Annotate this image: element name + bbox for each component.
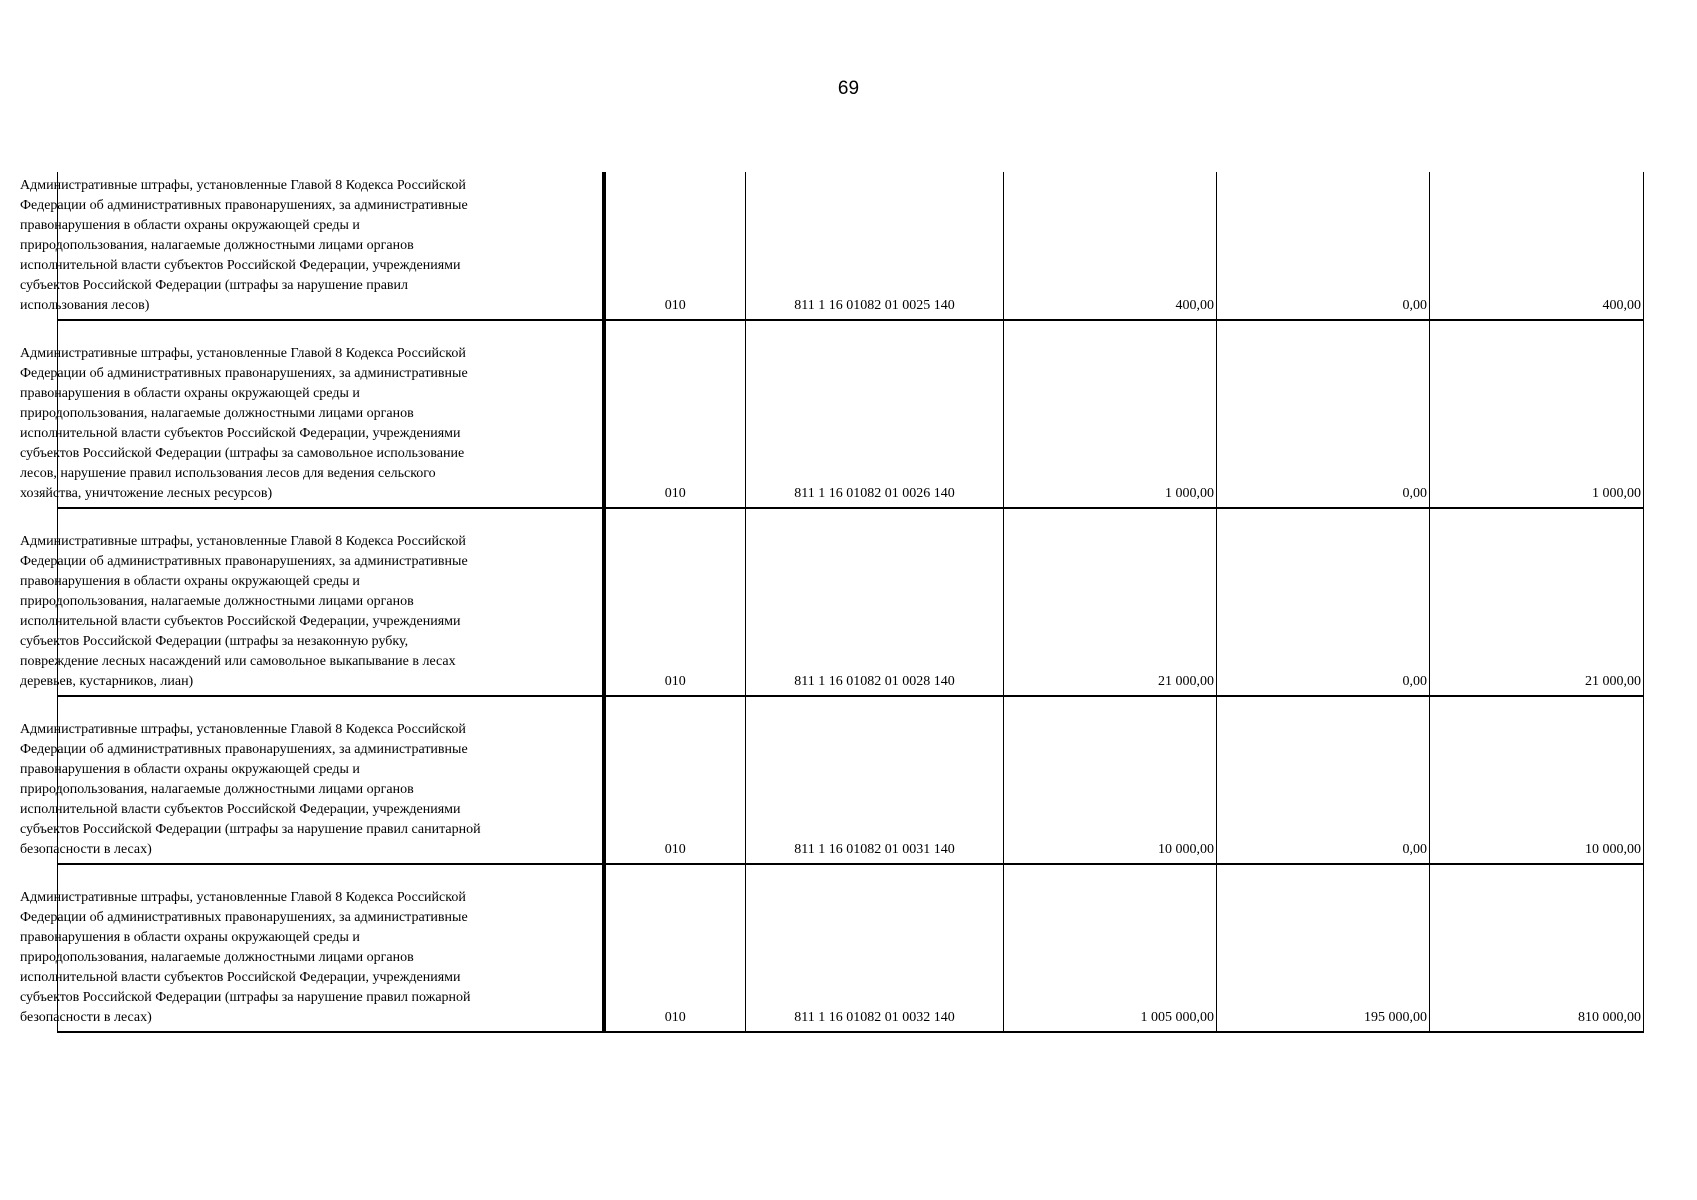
description-line: субъектов Российской Федерации (штрафы за незаконную рубку,	[20, 634, 409, 649]
description-line: природопользования, налагаемые должностными лицами органов	[20, 238, 414, 253]
row-value-executed: 0,00	[1217, 696, 1430, 864]
description-line: использования лесов)	[20, 298, 150, 313]
table-row	[58, 172, 1644, 320]
row-value-executed: 0,00	[1217, 172, 1430, 320]
description-line: Административные штрафы, установленные Главой 8 Кодекса Российской	[20, 346, 466, 361]
row-line-code: 010	[604, 320, 746, 508]
description-line: правонарушения в области охраны окружающей среды и	[20, 762, 360, 777]
description-line: субъектов Российской Федерации (штрафы за нарушение правил пожарной	[20, 990, 471, 1005]
row-value-unexecuted: 1 000,00	[1430, 320, 1644, 508]
row-budget-code: 811 1 16 01082 01 0025 140	[746, 172, 1004, 320]
description-line: природопользования, налагаемые должностными лицами органов	[20, 406, 414, 421]
description-line: правонарушения в области охраны окружающей среды и	[20, 218, 360, 233]
row-budget-code: 811 1 16 01082 01 0031 140	[746, 696, 1004, 864]
row-value-executed: 0,00	[1217, 508, 1430, 696]
description-line: субъектов Российской Федерации (штрафы за нарушение правил санитарной	[20, 822, 481, 837]
row-value-approved: 21 000,00	[1004, 508, 1217, 696]
table-row	[58, 696, 1644, 864]
description-line: Административные штрафы, установленные Главой 8 Кодекса Российской	[20, 178, 466, 193]
row-value-unexecuted: 810 000,00	[1430, 864, 1644, 1032]
description-line: природопользования, налагаемые должностными лицами органов	[20, 594, 414, 609]
description-line: правонарушения в области охраны окружающей среды и	[20, 574, 360, 589]
budget-table	[20, 172, 1644, 1033]
table-row	[58, 320, 1644, 508]
row-value-unexecuted: 21 000,00	[1430, 508, 1644, 696]
page-number: 69	[837, 78, 860, 99]
row-line-code: 010	[604, 864, 746, 1032]
description-line: лесов, нарушение правил использования лесов для ведения сельского	[20, 466, 436, 481]
row-value-executed: 195 000,00	[1217, 864, 1430, 1032]
description-line: исполнительной власти субъектов Российской Федерации, учреждениями	[20, 258, 461, 273]
description-line: субъектов Российской Федерации (штрафы за нарушение правил	[20, 278, 409, 293]
row-line-code: 010	[604, 696, 746, 864]
description-line: природопользования, налагаемые должностными лицами органов	[20, 782, 414, 797]
description-line: исполнительной власти субъектов Российской Федерации, учреждениями	[20, 802, 461, 817]
table-row	[58, 864, 1644, 1032]
description-line: Федерации об административных правонарушениях, за административные	[20, 198, 468, 213]
description-line: Административные штрафы, установленные Главой 8 Кодекса Российской	[20, 890, 466, 905]
row-description	[20, 696, 604, 864]
description-line: безопасности в лесах)	[20, 1010, 152, 1025]
table-body	[20, 172, 1644, 1032]
description-line: деревьев, кустарников, лиан)	[20, 674, 194, 689]
row-line-code: 010	[604, 508, 746, 696]
row-description	[20, 172, 604, 320]
description-line: исполнительной власти субъектов Российской Федерации, учреждениями	[20, 614, 461, 629]
description-line: Административные штрафы, установленные Главой 8 Кодекса Российской	[20, 534, 466, 549]
description-line: повреждение лесных насаждений или самовольное выкапывание в лесах	[20, 654, 456, 669]
description-line: Административные штрафы, установленные Главой 8 Кодекса Российской	[20, 722, 466, 737]
description-line: Федерации об административных правонарушениях, за административные	[20, 742, 468, 757]
row-budget-code: 811 1 16 01082 01 0028 140	[746, 508, 1004, 696]
row-value-unexecuted: 10 000,00	[1430, 696, 1644, 864]
description-line: исполнительной власти субъектов Российской Федерации, учреждениями	[20, 426, 461, 441]
row-description	[20, 864, 604, 1032]
description-line: Федерации об административных правонарушениях, за административные	[20, 554, 468, 569]
row-value-executed: 0,00	[1217, 320, 1430, 508]
row-value-approved: 1 000,00	[1004, 320, 1217, 508]
table-row	[58, 508, 1644, 696]
description-line: правонарушения в области охраны окружающей среды и	[20, 930, 360, 945]
description-line: исполнительной власти субъектов Российской Федерации, учреждениями	[20, 970, 461, 985]
row-value-unexecuted: 400,00	[1430, 172, 1644, 320]
description-line: природопользования, налагаемые должностными лицами органов	[20, 950, 414, 965]
description-line: субъектов Российской Федерации (штрафы за самовольное использование	[20, 446, 465, 461]
row-description	[20, 508, 604, 696]
description-line: Федерации об административных правонарушениях, за административные	[20, 366, 468, 381]
row-value-approved: 10 000,00	[1004, 696, 1217, 864]
row-line-code: 010	[604, 172, 746, 320]
row-budget-code: 811 1 16 01082 01 0032 140	[746, 864, 1004, 1032]
row-description	[20, 320, 604, 508]
row-value-approved: 1 005 000,00	[1004, 864, 1217, 1032]
row-budget-code: 811 1 16 01082 01 0026 140	[746, 320, 1004, 508]
description-line: безопасности в лесах)	[20, 842, 152, 857]
description-line: Федерации об административных правонарушениях, за административные	[20, 910, 468, 925]
description-line: хозяйства, уничтожение лесных ресурсов)	[20, 486, 273, 501]
row-value-approved: 400,00	[1004, 172, 1217, 320]
description-line: правонарушения в области охраны окружающей среды и	[20, 386, 360, 401]
